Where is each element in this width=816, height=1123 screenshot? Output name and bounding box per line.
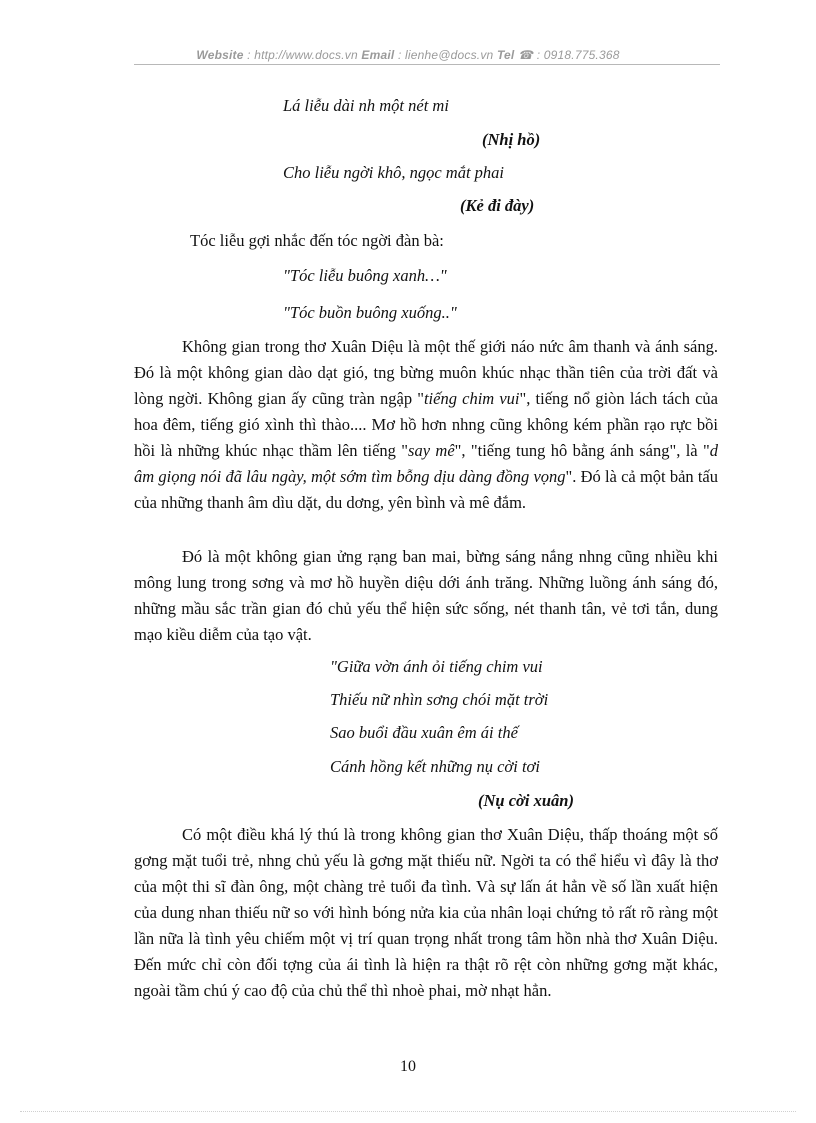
paragraph-1-text-d: ". Đó là cả một bản tấu của những thanh âm dìu dặt, du dơng, yên bình và mê đắm. [134, 467, 719, 512]
paragraph-1-text-a: Không gian trong thơ Xuân Diệu là một thế giới náo nức âm thanh và ánh sáng. Đó là một không gian dào dạt gió, tng bừng muôn khúc nhạc thần tiên của trời đất và lòng ngời. Không gian ấy cũng tràn ngập " [134, 337, 718, 408]
paragraph-3-text: Có một điều khá lý thú là trong không gian thơ Xuân Diệu, thấp thoáng một số gơng mặt tuổi trẻ, nhng chủ yếu là gơng mặt thiếu nữ. Ngời ta có thể hiểu vì đây là thơ của một thi sĩ đàn ông, một chàng trẻ tuổi đa tình. Và sự lấn át hẳn về số lần xuất hiện của dung nhan thiếu nữ so với hình bóng nửa kia của nhân loại chứng tỏ rất rõ ràng một lần nữa là tình yêu chiếm một vị trí quan trọng nhất trong tâm hồn nhà thơ Xuân Diệu. Đến mức chỉ còn đối tợng của ái tình là hiện ra thật rõ rệt còn những gơng mặt khác, ngoài tầm chú ý cao độ của chủ thể thì nhoè phai, mờ nhạt hẳn. [134, 825, 718, 1000]
poem1-line1: Lá liễu dài nh một nét mi [283, 96, 449, 115]
header-divider [134, 64, 720, 65]
website-value: : http://www.docs.vn [247, 48, 358, 62]
page-header [0, 48, 816, 62]
poem1-source2: (Kẻ đi đày) [460, 196, 535, 215]
poem2-line4: Cánh hồng kết những nụ cời tơi [330, 757, 540, 776]
website-label: Website [196, 48, 244, 62]
paragraph-1-text-b: ", tiếng nổ giòn lách tách của hoa đêm, tiếng gió xình thì thào.... Mơ hồ hơn nhng cũng không kém phần rạo rực bồi hồi là những khúc nhạc thầm lên tiếng " [134, 389, 719, 460]
intro-text: Tóc liễu gợi nhắc đến tóc ngời đàn bà: [190, 231, 444, 250]
paragraph-1-italic-c: d âm giọng nói đã lâu ngày, một sớm tìm bỗng dịu dàng đồng vọng [134, 441, 718, 486]
phone-icon: ☎ [518, 48, 534, 62]
tel-label: Tel [496, 48, 515, 62]
email-value: : lienhe@docs.vn [397, 48, 494, 62]
paragraph-2 [134, 544, 718, 648]
email-label: Email [361, 48, 395, 62]
footer-divider [20, 1111, 796, 1112]
tel-value: : 0918.775.368 [536, 48, 620, 62]
page-number: 10 [400, 1058, 416, 1075]
paragraph-1-text-c: ", "tiếng tung hô bằng ánh sáng", là " [454, 441, 710, 460]
poem2-line2: Thiếu nữ nhìn sơng chói mặt trời [330, 690, 549, 709]
poem2-line1: "Giữa vờn ánh ỏi tiếng chim vui [330, 657, 543, 676]
poem2-line3: Sao buổi đầu xuân êm ái thế [330, 723, 518, 742]
quote-line-1: "Tóc liễu buông xanh…" [283, 266, 447, 285]
paragraph-1-italic-b: say mê [408, 441, 455, 460]
paragraph-1 [134, 334, 718, 516]
paragraph-1-italic-a: tiếng chim vui [423, 389, 520, 408]
paragraph-2-text: Đó là một không gian ửng rạng ban mai, bừng sáng nắng nhng cũng nhiều khi mông lung trong sơng và mơ hồ huyền diệu dới ánh trăng. Những luồng ánh sáng đó, những mầu sắc trần gian đó chủ yếu thể hiện sức sống, nét thanh tân, vẻ tơi tắn, dung mạo kiều diễm của tạo vật. [134, 547, 718, 644]
poem2-source: (Nụ cời xuân) [478, 791, 574, 810]
paragraph-3 [134, 822, 718, 1004]
quote-line-2: "Tóc buồn buông xuống.." [283, 303, 457, 322]
poem1-line2: Cho liễu ngời khô, ngọc mắt phai [283, 163, 504, 182]
poem1-source1: (Nhị hồ) [482, 130, 541, 149]
